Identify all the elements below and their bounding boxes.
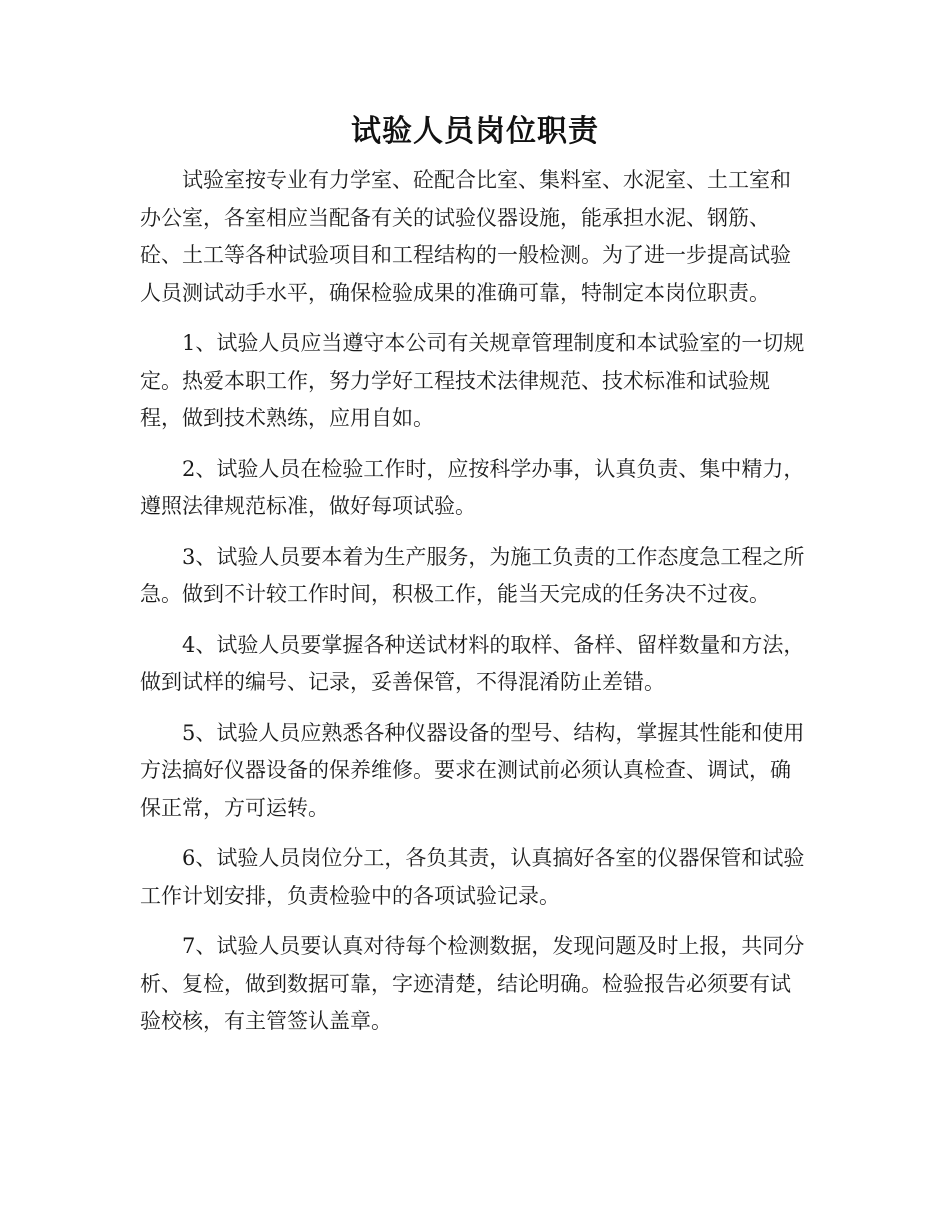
duty-item-5: 5、试验人员应熟悉各种仪器设备的型号、结构，掌握其性能和使用方法搞好仪器设备的保养维修。要求在测试前必须认真检查、调试，确保正常，方可运转。 bbox=[140, 720, 805, 820]
duty-item-1: 1、试验人员应当遵守本公司有关规章管理制度和本试验室的一切规定。热爱本职工作，努力学好工程技术法律规范、技术标准和试验规程，做到技术熟练，应用自如。 bbox=[140, 331, 805, 430]
document-body bbox=[140, 162, 808, 1054]
duty-item-4: 4、试验人员要掌握各种送试材料的取样、备样、留样数量和方法，做到试样的编号、记录，妥善保管，不得混淆防止差错。 bbox=[140, 632, 805, 694]
intro-paragraph: 试验室按专业有力学室、砼配合比室、集料室、水泥室、土工室和办公室，各室相应当配备有关的试验仪器设施，能承担水泥、钢筋、砼、土工等各种试验项目和工程结构的一般检测。为了进一步提高试验人员测试动手水平，确保检验成果的准确可靠，特制定本岗位职责。 bbox=[140, 168, 791, 305]
duty-item-6: 6、试验人员岗位分工，各负其责，认真搞好各室的仪器保管和试验工作计划安排，负责检验中的各项试验记录。 bbox=[140, 846, 805, 908]
document-title: 试验人员岗位职责 bbox=[351, 114, 599, 149]
duty-item-7: 7、试验人员要认真对待每个检测数据，发现问题及时上报，共同分析、复检，做到数据可靠，字迹清楚，结论明确。检验报告必须要有试验校核，有主管签认盖章。 bbox=[140, 934, 805, 1033]
duty-item-3: 3、试验人员要本着为生产服务，为施工负责的工作态度急工程之所急。做到不计较工作时间，积极工作，能当天完成的任务决不过夜。 bbox=[140, 544, 805, 606]
duty-item-2: 2、试验人员在检验工作时，应按科学办事，认真负责、集中精力，遵照法律规范标准，做好每项试验。 bbox=[140, 456, 805, 518]
